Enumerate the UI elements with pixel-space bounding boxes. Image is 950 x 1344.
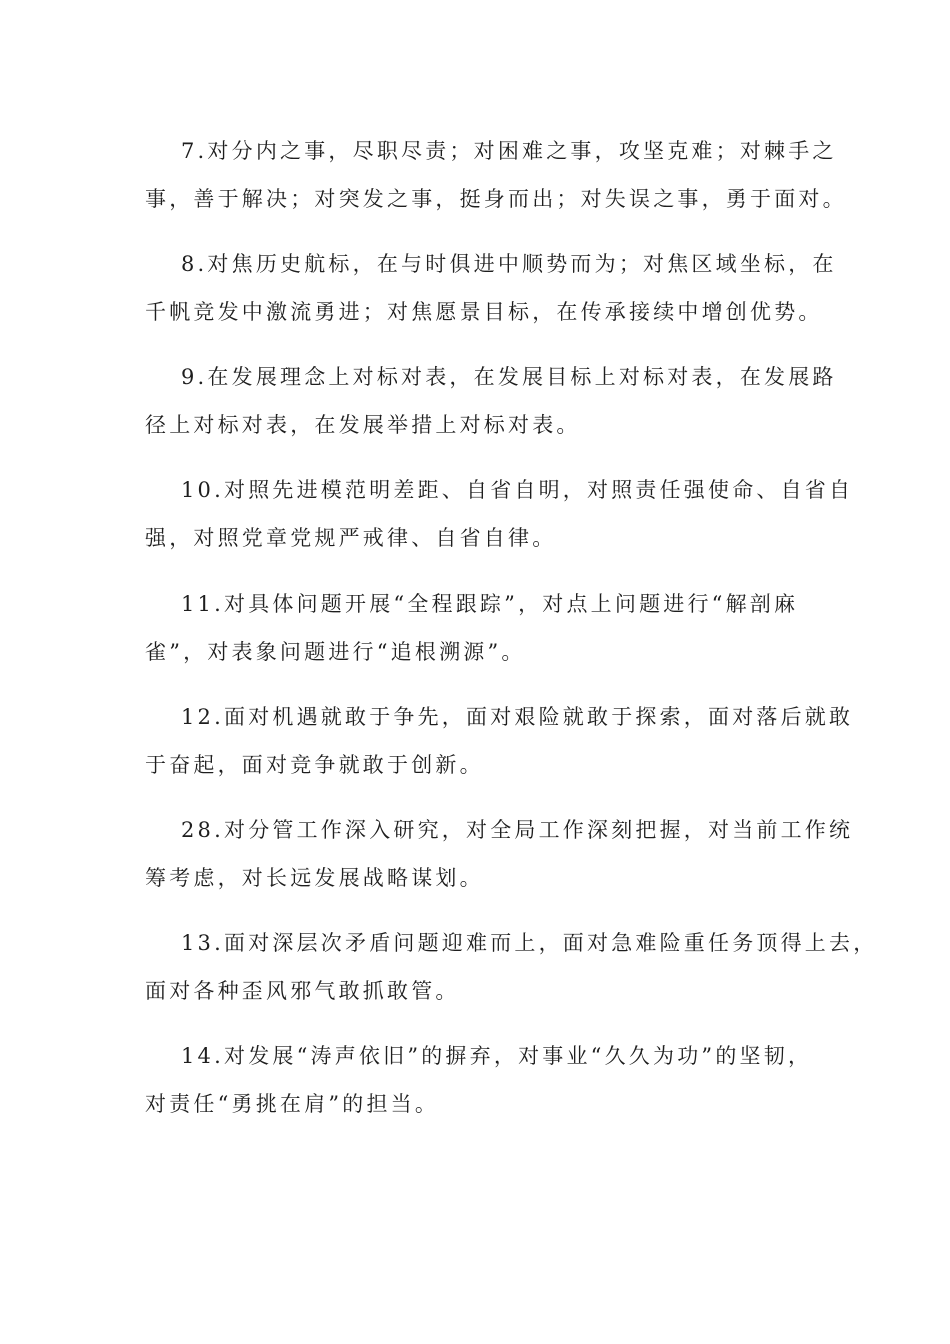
paragraph-7 [145, 127, 847, 223]
paragraph-line: 14.对发展“涛声依旧”的摒弃，对事业“久久为功”的坚韧， [181, 1044, 813, 1068]
paragraph-line: 12.面对机遇就敢于争先，面对艰险就敢于探索，面对落后就敢 [181, 705, 854, 729]
paragraph-line: 千帆竞发中激流勇进；对焦愿景目标，在传承接续中增创优势。 [145, 300, 823, 324]
paragraph-28 [145, 806, 854, 902]
paragraph-line: 径上对标对表，在发展举措上对标对表。 [145, 413, 581, 437]
paragraph-line: 雀”，对表象问题进行“追根溯源”。 [145, 640, 526, 664]
paragraph-line: 事，善于解决；对突发之事，挺身而出；对失误之事，勇于面对。 [145, 187, 847, 211]
paragraph-9 [145, 353, 837, 449]
paragraph-11 [145, 580, 825, 676]
paragraph-line: 强，对照党章党规严戒律、自省自律。 [145, 526, 557, 550]
paragraph-line: 筹考虑，对长远发展战略谋划。 [145, 866, 484, 890]
paragraph-10 [145, 466, 854, 562]
paragraph-line: 28.对分管工作深入研究，对全局工作深刻把握，对当前工作统 [181, 818, 854, 842]
paragraph-line: 8.对焦历史航标，在与时俱进中顺势而为；对焦区域坐标，在 [181, 252, 837, 276]
paragraph-line: 13.面对深层次矛盾问题迎难而上，面对急难险重任务顶得上去， [181, 931, 878, 955]
paragraph-8 [145, 240, 837, 336]
paragraph-line: 10.对照先进模范明差距、自省自明，对照责任强使命、自省自 [181, 478, 854, 502]
paragraph-line: 面对各种歪风邪气敢抓敢管。 [145, 979, 460, 1003]
paragraph-line: 对责任“勇挑在肩”的担当。 [145, 1092, 440, 1116]
paragraph-line: 7.对分内之事，尽职尽责；对困难之事，攻坚克难；对棘手之 [181, 139, 837, 163]
paragraph-14 [145, 1032, 825, 1128]
paragraph-13 [145, 919, 878, 1015]
paragraph-line: 9.在发展理念上对标对表，在发展目标上对标对表，在发展路 [181, 365, 837, 389]
paragraph-line: 于奋起，面对竞争就敢于创新。 [145, 753, 484, 777]
paragraph-line: 11.对具体问题开展“全程跟踪”，对点上问题进行“解剖麻 [181, 592, 799, 616]
paragraph-12 [145, 693, 854, 789]
